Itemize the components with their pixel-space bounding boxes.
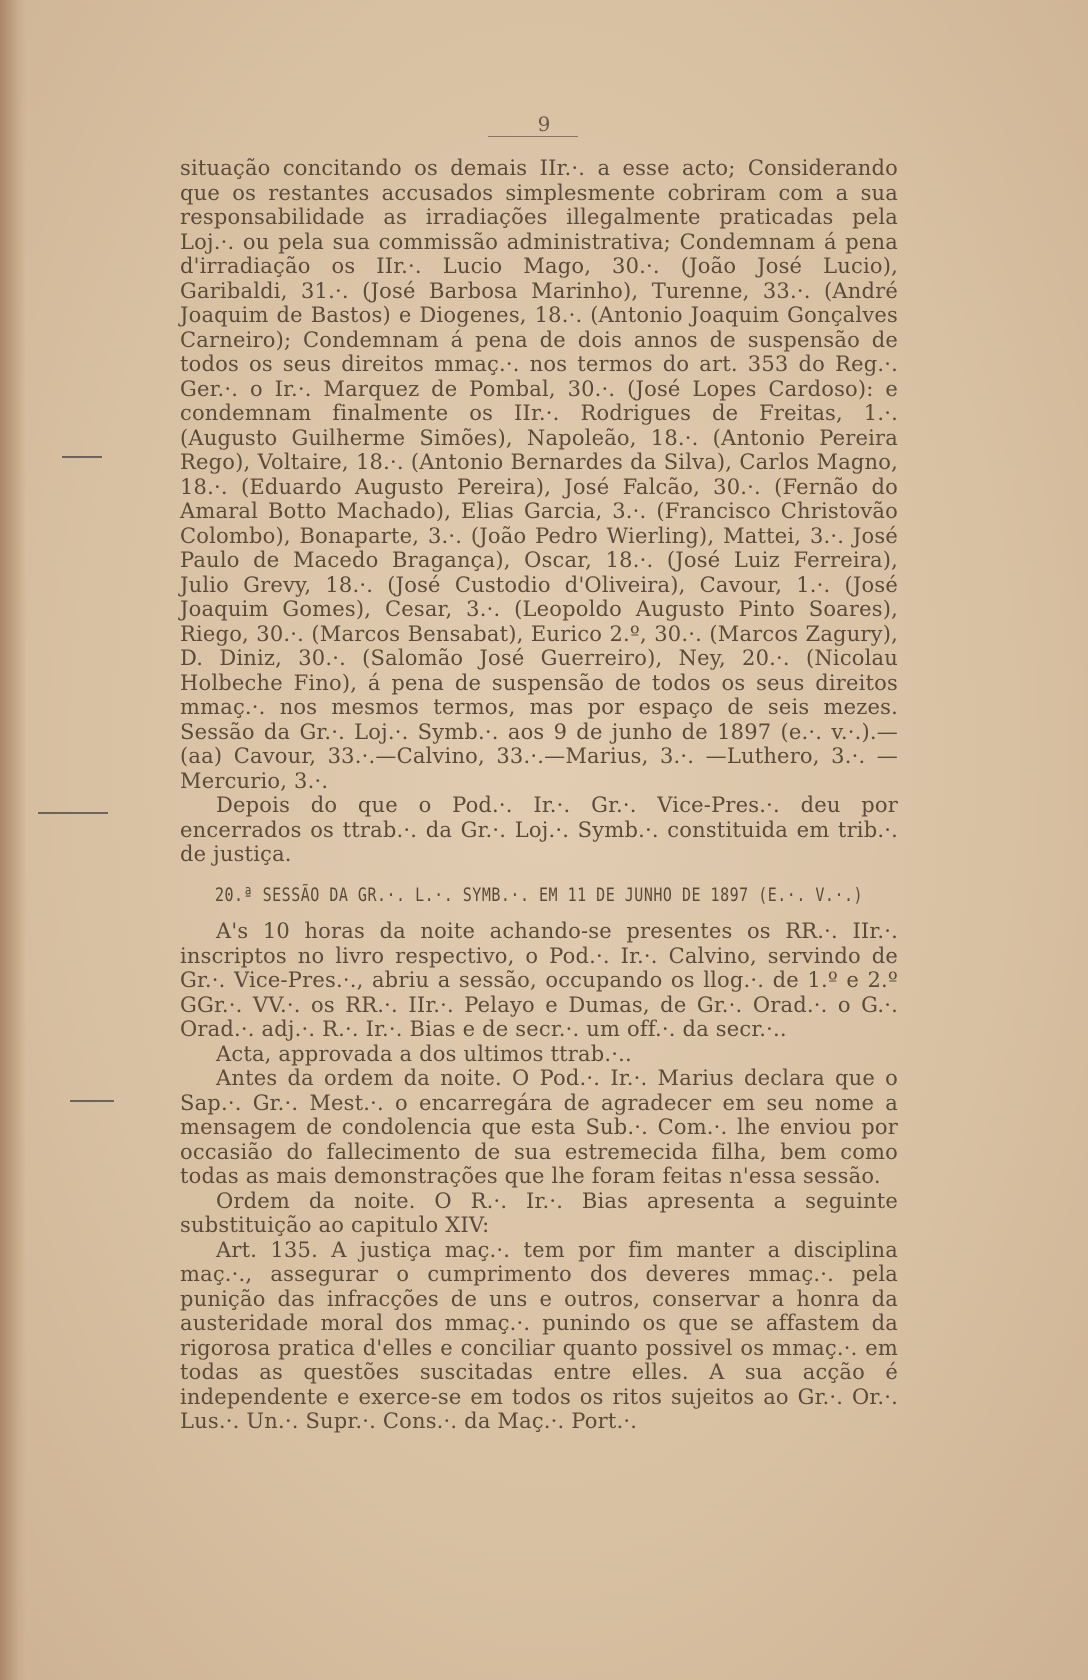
margin-mark: [38, 812, 108, 814]
section-heading: 20.ª SESSÃO DA GR.·. L.·. SYMB.·. EM 11 DE JUNHO DE 1897 (E.·. V.·.): [214, 883, 864, 906]
paragraph: Depois do que o Pod.·. Ir.·. Gr.·. Vice-Pres.·. deu por encerrados os ttrab.·. da Gr.·. Loj.·. Symb.·. constituida em trib.·. de justiça.: [180, 793, 898, 866]
paragraph: Art. 135. A justiça maç.·. tem por fim manter a disciplina maç.·., assegurar o cumprimento dos deveres mmaç.·. pela punição das infracções de uns e outros, conservar a honra da austeridade moral dos mmaç.·. punindo os que se affastem da rigorosa pratica d'elles e conciliar quanto possivel os mmaç.·. em todas as questões suscitadas entre elles. A sua acção é independente e exerce-se em todos os ritos sujeitos ao Gr.·. Or.·. Lus.·. Un.·. Supr.·. Cons.·. da Maç.·. Port.·.: [180, 1237, 898, 1433]
paragraph: Acta, approvada a dos ultimos ttrab.·..: [216, 1041, 632, 1066]
paragraph: Ordem da noite. O R.·. Ir.·. Bias apresenta a seguinte substituição ao capitulo XIV:: [180, 1188, 898, 1237]
paragraph: A's 10 horas da noite achando-se presentes os RR.·. IIr.·. inscriptos no livro respectivo, o Pod.·. Ir.·. Calvino, servindo de Gr.·. Vice-Pres.·., abriu a sessão, occupando os llog.·. de 1.º e 2.º GGr.·. VV.·. os RR.·. IIr.·. Pelayo e Dumas, de Gr.·. Orad.·. o G.·. Orad.·. adj.·. R.·. Ir.·. Bias e de secr.·. um off.·. da secr.·..: [180, 919, 898, 1041]
page-number-rule: [488, 136, 578, 137]
page-number: 9: [537, 112, 551, 136]
margin-mark: [70, 1100, 114, 1102]
margin-mark: [62, 456, 102, 458]
body-text: [180, 156, 898, 1434]
paragraph: situação concitando os demais IIr.·. a esse acto; Considerando que os restantes accusados simplesmente cobriram com a sua responsabilidade as irradiações illegalmente praticadas pela Loj.·. ou pela sua commissão administrativa; Condemnam á pena d'irradiação os IIr.·. Lucio Mago, 30.·. (João José Lucio), Garibaldi, 31.·. (José Barbosa Marinho), Turenne, 33.·. (André Joaquim de Bastos) e Diogenes, 18.·. (Antonio Joaquim Gonçalves Carneiro); Condemnam á pena de dois annos de suspensão de todos os seus direitos mmaç.·. nos termos do art. 353 do Reg.·. Ger.·. o Ir.·. Marquez de Pombal, 30.·. (José Lopes Cardoso): e condemnam finalmente os IIr.·. Rodrigues de Freitas, 1.·. (Augusto Guilherme Simões), Napoleão, 18.·. (Antonio Pereira Rego), Voltaire, 18.·. (Antonio Bernardes da Silva), Carlos Magno, 18.·. (Eduardo Augusto Pereira), José Falcão, 30.·. (Fernão do Amaral Botto Machado), Elias Garcia, 3.·. (Francisco Christovão Colombo), Bonaparte, 3.·. (João Pedro Wierling), Mattei, 3.·. José Paulo de Macedo Bragança), Oscar, 18.·. (José Luiz Ferreira), Julio Grevy, 18.·. (José Custodio d'Oliveira), Cavour, 1.·. (José Joaquim Gomes), Cesar, 3.·. (Leopoldo Augusto Pinto Soares), Riego, 30.·. (Marcos Bensabat), Eurico 2.º, 30.·. (Marcos Zagury), D. Diniz, 30.·. (Salomão José Guerreiro), Ney, 20.·. (Nicolau Holbeche Fino), á pena de suspensão de todos os seus direitos mmaç.·. nos mesmos termos, mas por espaço de seis mezes. Sessão da Gr.·. Loj.·. Symb.·. aos 9 de junho de 1897 (e.·. v.·.).—(aa) Cavour, 33.·.—Calvino, 33.·.—Marius, 3.·. —Luthero, 3.·. —Mercurio, 3.·.: [180, 156, 898, 793]
binding-edge: [0, 0, 26, 1680]
paragraph: Antes da ordem da noite. O Pod.·. Ir.·. Marius declara que o Sap.·. Gr.·. Mest.·. o encarregára de agradecer em seu nome a mensagem de condolencia que esta Sub.·. Com.·. lhe enviou por occasião do fallecimento de sua estremecida filha, bem como todas as mais demonstrações que lhe foram feitas n'essa sessão.: [180, 1066, 898, 1188]
